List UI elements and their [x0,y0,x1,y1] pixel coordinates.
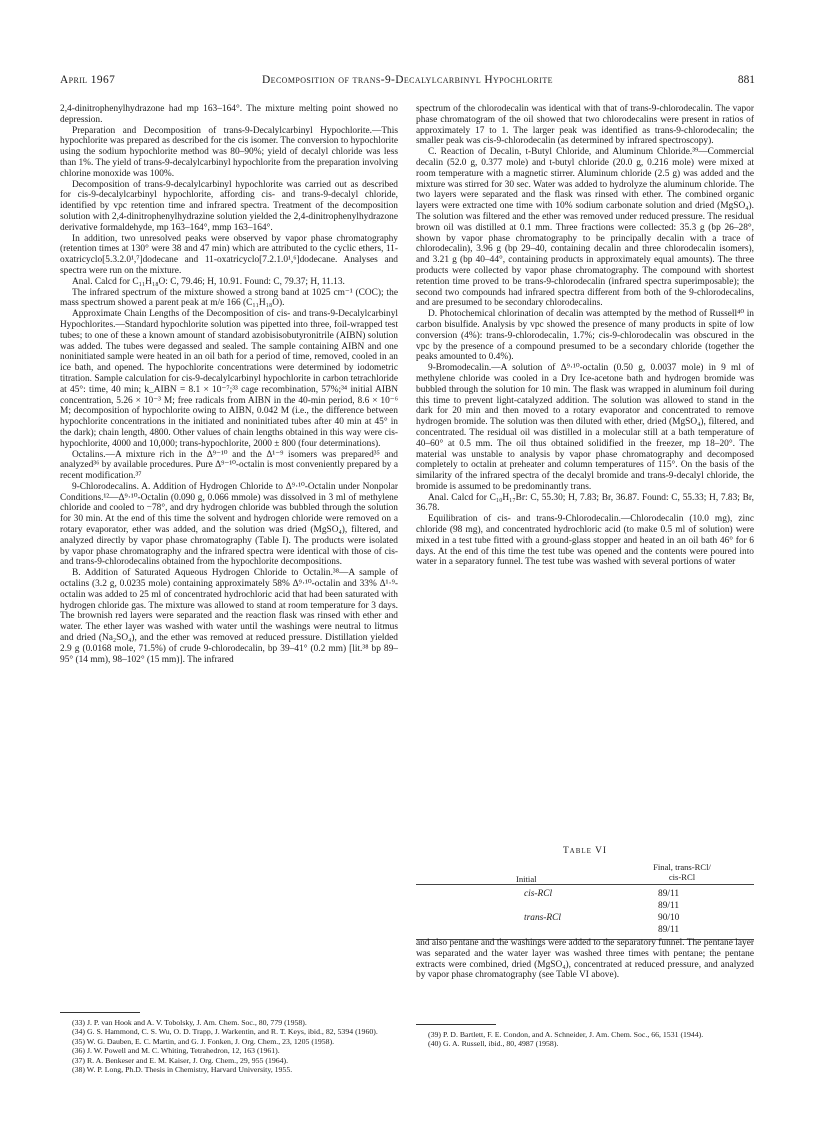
paragraph: 9-Chlorodecalins. A. Addition of Hydrogen Chloride to Δ⁹·¹⁰-Octalin under Nonpolar Conditions.¹²—Δ⁹·¹⁰-Octalin (0.090 g, 0.066 mmole) was dissolved in 3 ml of methylene chloride and cooled to −78°, and dry hydrogen chloride was bubbled through the solution for 30 min. At the end of this time the solvent and hydrogen chloride were removed on a rotary evaporator, ether was added, and the solution was dried (MgSO₄), filtered, and analyzed directly by vapor phase chromatography (Table I). The products were isolated by vapor phase chromatography and the infrared spectra were identical with those of cis- and trans-9-chlorodecalins obtained from the hypochlorite decompositions. [60,481,398,568]
paragraph: Decomposition of trans-9-decalylcarbinyl hypochlorite was carried out as described for cis-9-decalylcarbinyl hypochlorite, affording cis- and trans-9-decalyl chloride, identified by vpc retention time and infrared spectra. Treatment of the decomposition solution with 2,4-dinitrophenylhydrazine solution yielded the 2,4-dinitrophenylhydrazone derivative formaldehyde, mp 163–164°, mmp 163–164°. [60,179,398,233]
table-cell-final: 89/11 [658,889,680,899]
page-number: 881 [737,74,755,86]
footnote: (37) R. A. Benkeser and E. M. Kaiser, J. Org. Chem., 29, 955 (1964). [72,1055,289,1065]
left-footnotes [60,1018,398,1074]
paragraph: and also pentane and the washings were added to the separatory funnel. The pentane layer was separated and the water layer was washed three times with pentane; the pentane extracts were combined, dried (MgSO₄), concentrated at reduced pressure, and analyzed by vapor phase chromatography (see Table VI above). [416,938,754,981]
table-cell-initial: trans-RCl [524,913,561,923]
footnote: (38) W. P. Long, Ph.D. Thesis in Chemistry, Harvard University, 1955. [72,1065,293,1075]
footnote: (33) J. P. van Hook and A. V. Tobolsky, J. Am. Chem. Soc., 80, 779 (1958). [72,1018,307,1027]
running-header [60,74,755,88]
right-column-after-table [416,938,754,981]
paragraph: 2,4-dinitrophenylhydrazone had mp 163–164°. The mixture melting point showed no depression. [60,104,398,125]
paragraph: Octalins.—A mixture rich in the Δ⁹⁻¹⁰ and the Δ¹⁻⁹ isomers was prepared³⁵ and analyzed³⁶ by available procedures. Pure Δ⁹⁻¹⁰-octalin is most conveniently prepared by a recent modification.³⁷ [60,449,398,482]
table-col-final-line1: Final, trans-RCl/ [653,862,711,872]
footnote: (36) J. W. Powell and M. C. Whiting, Tetrahedron, 12, 163 (1961). [72,1046,280,1056]
table-vi [416,846,754,940]
paragraph: The infrared spectrum of the mixture showed a strong band at 1025 cm⁻¹ (COC); the mass spectrum showed a parent peak at m/e 166 (C₁₁H₁₈O). [60,287,398,309]
paragraph: Anal. Calcd for C₁₀H₁₇Br: C, 55.30; H, 7.83; Br, 36.87. Found: C, 55.33; H, 7.83; Br, 36.78. [416,492,754,514]
right-column [416,104,754,568]
footnote: (39) P. D. Bartlett, F. E. Condon, and A. Schneider, J. Am. Chem. Soc., 66, 1531 (1944). [428,1030,704,1039]
paragraph: Preparation and Decomposition of trans-9-Decalylcarbinyl Hypochlorite.—This hypochlorite was prepared as described for the cis isomer. The conversion to hypochlorite using the sodium hypochlorite method was 80–90%; yield of decalyl chloride was less than 1%. The yield of trans-9-decalylcarbinyl hypochlorite from the preparation involving chlorine monoxide was 100%. [60,125,399,179]
footnote: (35) W. G. Dauben, E. C. Martin, and G. J. Fonken, J. Org. Chem., 23, 1205 (1958). [72,1036,335,1046]
footnote: (40) G. A. Russell, ibid., 80, 4987 (1958). [428,1039,559,1049]
paragraph: Equilibration of cis- and trans-9-Chlorodecalin.—Chlorodecalin (10.0 mg), zinc chloride (98 mg), and concentrated hydrochloric acid (to make 0.5 ml of solution) were mixed in a test tube fitted with a ground-glass stopper and heated in an oil bath 46° for 6 days. At the end of this time the test tube was opened and the contents were poured into water in a separatory funnel. The test tube was washed with several portions of water [416,514,754,568]
paragraph: D. Photochemical chlorination of decalin was attempted by the method of Russell⁴⁰ in carbon bisulfide. Analysis by vpc showed the presence of many products in spite of low conversion (4%): trans-9-chlorodecalin, 1.7%; cis-9-chlorodecalin was obscured in the vpc by the presence of a compound presumed to be a secondary chloride (together the peaks amounted to 0.4%). [416,309,754,363]
table-row [416,913,754,925]
table-row [416,901,754,913]
right-footnotes [416,1030,754,1049]
footnote-rule-left [60,1012,140,1013]
table-cell-initial: cis-RCl [524,889,553,899]
table-col-final [634,862,730,882]
table-row [416,925,754,937]
table-col-final-line2: cis-RCl [668,872,696,882]
left-column [60,104,398,665]
table-col-initial: Initial [516,874,537,884]
paragraph: Approximate Chain Lengths of the Decomposition of cis- and trans-9-Decalylcarbinyl Hypochlorites.—Standard hypochlorite solution was pipetted into three, foil-wrapped test tubes; to one of these a known amount of standard azobisisobutyronitrile (AIBN) solution was added. The tubes were degassed and sealed. The sample containing AIBN and one noninitiated sample were heated in an oil bath for a period of time, removed, cooled in an ice bath, and opened. The hypochlorite concentrations were determined by iodometric titration. Sample calculation for cis-9-decalylcarbinyl hypochlorite in carbon tetrachloride at 45°: time, 40 min; k_AIBN = 8.1 × 10⁻⁷;³³ cage recombination, 57%;³⁴ initial AIBN concentration, 5.26 × 10⁻³ M; free radicals from AIBN in the 40-min period, 8.6 × 10⁻⁶ M; decomposition of hypochlorite owing to AIBN, 0.042 M (i.e., the difference between hypochlorite concentrations in the initiated and noninitiated tubes after 40 min at 45° in the dark); chain length, 4800. Other values of chain lengths obtained in this way were cis-hypochlorite, 4000 and 10,000; trans-hypochlorite, 2000 ± 800 (four determinations). [60,309,398,449]
footnote-rule-right [416,1024,496,1025]
paragraph: B. Addition of Saturated Aqueous Hydrogen Chloride to Octalin.³⁸—A sample of octalins (3.2 g, 0.0235 mole) containing approximately 58% Δ⁹·¹⁰-octalin and 33% Δ¹·⁹-octalin was added to 25 ml of concentrated hydrochloric acid that had been saturated with hydrogen chloride gas. The mixture was allowed to stand at room temperature for 3 days. The brownish red layers were separated and the reaction flask was rinsed with ether and water. The ether layer was washed with water until the washings were neutral to litmus and dried (Na₂SO₄), and the ether was removed at reduced pressure. Distillation yielded 2.9 g (0.0168 mole, 71.5%) of crude 9-chlorodecalin, bp 39–41° (0.2 mm) [lit.³⁸ bp 89–95° (14 mm), 98–102° (15 mm)]. The infrared [60,568,398,665]
paragraph: C. Reaction of Decalin, t-Butyl Chloride, and Aluminum Chloride.³⁹—Commercial decalin (52.0 g, 0.377 mole) and t-butyl chloride (20.0 g, 0.216 mole) were mixed at room temperature with a magnetic stirrer. Aluminum chloride (2.5 g) was added and the mixture was stirred for 30 sec. Water was added to hydrolyze the aluminum chloride. The two layers were separated and the flask was rinsed with ether. The combined organic layers were extracted one time with 10% sodium carbonate solution and dried (MgSO₄). The solution was filtered and the ether was removed under reduced pressure. The residual brown oil was distilled at 0.1 mm. Three fractions were collected: 35.3 g (bp 26–28°, shown by vapor phase chromatography to be principally decalin with a trace of chlorodecalin), 3.96 g (bp 29–40, containing decalin and three chlorodecalin isomers), and 3.21 g (bp 40–44°, containing products in approximately equal amounts). The three products were collected by vapor phase chromatography. The compound with shortest retention time proved to be trans-9-chlorodecalin (infrared spectra superimposable); the second two compounds had infrared spectra different from both of the 9-chlorodecalins, and are presumed to be secondary chlorodecalins. [416,147,754,309]
footnote: (34) G. S. Hammond, C. S. Wu, O. D. Trapp, J. Warkentin, and R. T. Keys, ibid., 82, 5394 (1960). [72,1027,378,1037]
paragraph: Anal. Calcd for C₁₁H₁₈O: C, 79.46; H, 10.91. Found: C, 79.37; H, 11.13. [72,276,345,287]
table-header [416,862,754,885]
header-date: April 1967 [60,74,116,86]
table-title: Table VI [562,846,608,856]
paragraph: In addition, two unresolved peaks were observed by vapor phase chromatography (retention times at 130° were 38 and 47 min) which are attributed to the cyclic ethers, 11-oxatricyclo[5.3.2.0¹,⁷]dodecane and 11-oxatricyclo[7.2.1.0¹,⁶]dodecane. Analyses and spectra were run on the mixture. [60,233,398,276]
table-cell-final: 89/11 [658,901,680,911]
paragraph: spectrum of the chlorodecalin was identical with that of trans-9-chlorodecalin. The vapor phase chromatogram of the oil showed that two chlorodecalins were present in ratios of approximately 17 to 1. The larger peak was identified as trans-9-chlorodecalin; the smaller peak was cis-9-chlorodecalin (as determined by infrared spectroscopy). [416,104,754,147]
header-title: Decomposition of trans-9-Decalylcarbinyl Hypochlorite [262,74,553,86]
paragraph: 9-Bromodecalin.—A solution of Δ⁹·¹⁰-octalin (0.50 g, 0.0037 mole) in 9 ml of methylene chloride was cooled in a Dry Ice-acetone bath and hydrogen bromide was bubbled through the solution for 10 min. The flask was wrapped in aluminum foil during this time to prevent light-catalyzed addition. The solution was allowed to stand in the dark for 20 min and then moved to a rotary evaporator and concentrated to remove hydrogen bromide. The solution was then diluted with ether, dried (MgSO₄), filtered, and concentrated. The residual oil was distilled in a molecular still at a bath temperature of 40–60° at 0.5 mm. The oil thus obtained solidified in the freezer, mp 18–20°. The material was unstable to analysis by vapor phase chromatography and decomposed completely to octalin at preheater and column temperatures of 115°. On the basis of the similarity of the infrared spectra of the decalyl bromide and trans-9-decalyl chloride, the bromide is assumed to be predominantly trans. [416,363,754,492]
table-row [416,889,754,901]
table-cell-final: 89/11 [658,925,680,935]
table-cell-final: 90/10 [658,913,680,923]
